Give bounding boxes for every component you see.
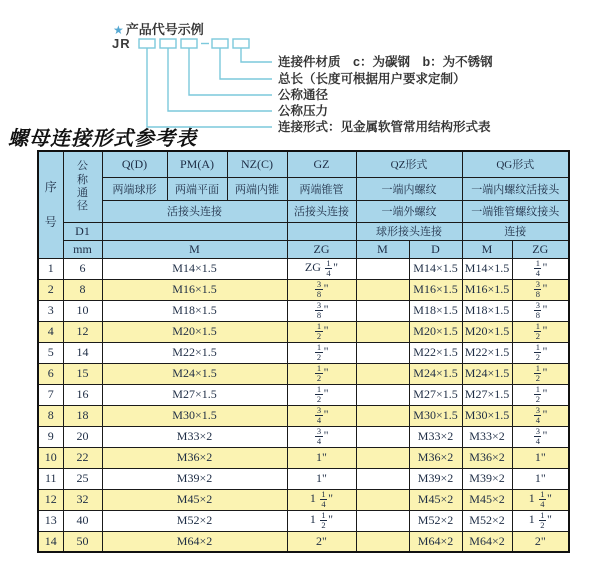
table-cell xyxy=(356,258,409,279)
label-length: 总长（长度可根据用户要求定制） xyxy=(278,72,466,86)
table-cell xyxy=(356,342,409,363)
table-cell: M39×2 xyxy=(102,468,287,489)
table-cell: $\frac{3}{4}$ " xyxy=(287,405,356,426)
header-desc-pma: 两端平面 xyxy=(167,177,227,200)
table-cell: M18×1.5 xyxy=(462,300,512,321)
fraction: $\frac{1}{2}$ xyxy=(321,510,326,530)
fraction: $\frac{1}{4}$ xyxy=(321,489,326,509)
fraction: $\frac{1}{2}$ xyxy=(535,363,540,383)
fraction: $\frac{3}{8}$ xyxy=(535,279,540,299)
table-cell: 5 xyxy=(38,342,63,363)
header-type-qz: QZ形式 xyxy=(356,151,462,177)
table-cell: M36×2 xyxy=(462,447,512,468)
table-cell: 14 xyxy=(38,531,63,552)
fraction: $\frac{1}{4}$ xyxy=(535,258,540,278)
fraction: $\frac{1}{4}$ xyxy=(540,489,545,509)
table-cell: M36×2 xyxy=(409,447,462,468)
fraction: $\frac{3}{8}$ xyxy=(316,300,322,320)
table-row xyxy=(38,384,569,405)
table-cell: ZG $\frac{1}{4}$ " xyxy=(287,258,356,279)
connector-line-5 xyxy=(241,48,272,62)
table-cell: M30×1.5 xyxy=(409,405,462,426)
header-d1: D1 xyxy=(63,222,102,240)
table-cell: M18×1.5 xyxy=(409,300,462,321)
table-cell: M52×2 xyxy=(409,510,462,531)
table-cell xyxy=(356,363,409,384)
table-cell: 50 xyxy=(63,531,102,552)
table-cell: 18 xyxy=(63,405,102,426)
fraction: $\frac{1}{2}$ xyxy=(535,342,540,362)
table-title: 螺母连接形式参考表 xyxy=(8,128,197,150)
table-row xyxy=(38,510,569,531)
code-box-5 xyxy=(233,39,249,48)
fraction: $\frac{1}{2}$ xyxy=(316,363,322,383)
table-cell: 1 $\frac{1}{4}$ " xyxy=(287,489,356,510)
table-cell: M24×1.5 xyxy=(462,363,512,384)
table-cell: $\frac{1}{2}$ " xyxy=(512,384,569,405)
table-cell: 1" xyxy=(287,447,356,468)
table-cell xyxy=(356,300,409,321)
table-cell: 40 xyxy=(63,510,102,531)
table-cell: 22 xyxy=(63,447,102,468)
table-cell: 2" xyxy=(512,531,569,552)
header-type-qg: QG形式 xyxy=(462,151,569,177)
table-cell: M14×1.5 xyxy=(409,258,462,279)
fraction: $\frac{3}{4}$ xyxy=(316,426,322,446)
table-cell: $\frac{1}{2}$ " xyxy=(287,384,356,405)
table-body xyxy=(38,258,569,552)
table-cell xyxy=(356,384,409,405)
header-qz-m: M xyxy=(356,240,409,258)
table-cell: $\frac{3}{4}$ " xyxy=(512,426,569,447)
connector-line-3 xyxy=(189,48,272,95)
table-row xyxy=(38,405,569,426)
table-cell: 9 xyxy=(38,426,63,447)
fraction: $\frac{3}{4}$ xyxy=(535,426,540,446)
table-cell: M24×1.5 xyxy=(409,363,462,384)
connector-line-4 xyxy=(220,48,272,79)
table-row xyxy=(38,363,569,384)
table-cell xyxy=(356,489,409,510)
code-box-2 xyxy=(160,39,176,48)
header-conn-union: 活接头连接 xyxy=(102,200,287,222)
header-thread-m: M xyxy=(102,240,287,258)
table-cell: 32 xyxy=(63,489,102,510)
table-row xyxy=(38,300,569,321)
table-cell: 11 xyxy=(38,468,63,489)
table-cell: M39×2 xyxy=(462,468,512,489)
table-cell xyxy=(356,447,409,468)
table-cell: M16×1.5 xyxy=(462,279,512,300)
table-row xyxy=(38,489,569,510)
table-cell: M64×2 xyxy=(102,531,287,552)
table-cell: 10 xyxy=(38,447,63,468)
table-cell: M24×1.5 xyxy=(102,363,287,384)
table-cell: 1" xyxy=(287,468,356,489)
code-box-4 xyxy=(212,39,228,48)
table-cell: M33×2 xyxy=(102,426,287,447)
table-cell: 1" xyxy=(512,447,569,468)
empty-cell xyxy=(287,222,356,240)
table-cell: $\frac{1}{2}$ " xyxy=(287,321,356,342)
header-bore: 公称通径 xyxy=(63,151,102,222)
table-cell: 1 $\frac{1}{2}$ " xyxy=(512,510,569,531)
table-cell: M14×1.5 xyxy=(462,258,512,279)
table-cell: 7 xyxy=(38,384,63,405)
table-cell: $\frac{1}{2}$ " xyxy=(287,342,356,363)
label-conn-form: 连接形式：见金属软管常用结构形式表 xyxy=(278,120,491,134)
table-cell: 6 xyxy=(38,363,63,384)
table-cell: 8 xyxy=(38,405,63,426)
fraction: $\frac{3}{8}$ xyxy=(316,279,322,299)
table-cell: M14×1.5 xyxy=(102,258,287,279)
table-cell: M33×2 xyxy=(462,426,512,447)
table-cell xyxy=(356,279,409,300)
table-cell: 8 xyxy=(63,279,102,300)
header-conn-union-gz: 活接头连接 xyxy=(287,200,356,222)
table-cell xyxy=(356,531,409,552)
table-cell xyxy=(356,468,409,489)
table-cell: M18×1.5 xyxy=(102,300,287,321)
table-cell: $\frac{3}{8}$ " xyxy=(287,279,356,300)
fraction: $\frac{1}{2}$ xyxy=(535,384,540,404)
code-box-1 xyxy=(139,39,155,48)
table-row xyxy=(38,258,569,279)
table-cell: M64×2 xyxy=(462,531,512,552)
table-cell: $\frac{1}{2}$ " xyxy=(512,342,569,363)
table-cell: M20×1.5 xyxy=(462,321,512,342)
table-cell: M22×1.5 xyxy=(409,342,462,363)
table-cell: 14 xyxy=(63,342,102,363)
header-type-pma: PM(A) xyxy=(167,151,227,177)
table-cell: M45×2 xyxy=(102,489,287,510)
table-cell: 15 xyxy=(63,363,102,384)
diagram-heading-text: 产品代号示例 xyxy=(125,22,204,37)
table-row xyxy=(38,468,569,489)
table-cell: M52×2 xyxy=(462,510,512,531)
table-cell: 12 xyxy=(38,489,63,510)
table-cell: 3 xyxy=(38,300,63,321)
fraction: $\frac{1}{2}$ xyxy=(316,321,322,341)
header-type-gz: GZ xyxy=(287,151,356,177)
fraction: $\frac{3}{4}$ xyxy=(535,405,540,425)
table-cell: 1 xyxy=(38,258,63,279)
table-cell: M45×2 xyxy=(409,489,462,510)
table-cell: $\frac{1}{2}$ " xyxy=(512,321,569,342)
table-cell xyxy=(356,321,409,342)
table-row xyxy=(38,321,569,342)
table-cell: 20 xyxy=(63,426,102,447)
table-cell: $\frac{3}{4}$ " xyxy=(512,405,569,426)
header-conn-qg: 一端锥管螺纹接头 xyxy=(462,200,569,222)
header-type-qd: Q(D) xyxy=(102,151,167,177)
header-thread-zg: ZG xyxy=(287,240,356,258)
table-cell xyxy=(356,510,409,531)
fraction: $\frac{1}{4}$ xyxy=(326,258,331,278)
table-cell: M27×1.5 xyxy=(409,384,462,405)
header-qg-zg: ZG xyxy=(512,240,569,258)
table-cell: 4 xyxy=(38,321,63,342)
connector-line-1 xyxy=(147,48,272,127)
header-desc-gz: 两端锥管 xyxy=(287,177,356,200)
header-unit-mm: mm xyxy=(63,240,102,258)
label-material: 连接件材质 c：为碳钢 b：为不锈钢 xyxy=(278,55,493,69)
table-cell: M16×1.5 xyxy=(409,279,462,300)
reference-table xyxy=(37,150,570,553)
table-cell: $\frac{3}{8}$ " xyxy=(512,300,569,321)
fraction: $\frac{1}{2}$ xyxy=(316,384,322,404)
table-cell: M20×1.5 xyxy=(409,321,462,342)
fraction: $\frac{1}{2}$ xyxy=(540,510,545,530)
table-cell: M36×2 xyxy=(102,447,287,468)
table-cell: 16 xyxy=(63,384,102,405)
table-cell: 2" xyxy=(287,531,356,552)
header-desc-qg: 一端内螺纹活接头 xyxy=(462,177,569,200)
header-ball-joint: 球形接头连接 xyxy=(356,222,462,240)
table-row xyxy=(38,342,569,363)
table-cell: M39×2 xyxy=(409,468,462,489)
header-seq: 序号 xyxy=(38,151,63,258)
product-code-prefix: JR xyxy=(112,36,131,51)
table-cell: 10 xyxy=(63,300,102,321)
header-qg-m: M xyxy=(462,240,512,258)
table-cell xyxy=(356,426,409,447)
table-row xyxy=(38,279,569,300)
table-cell: 1 $\frac{1}{2}$ " xyxy=(287,510,356,531)
empty-cell xyxy=(102,222,287,240)
table-cell: M30×1.5 xyxy=(462,405,512,426)
table-cell: 13 xyxy=(38,510,63,531)
table-row xyxy=(38,426,569,447)
label-bore: 公称通径 xyxy=(278,88,329,102)
fraction: $\frac{3}{4}$ xyxy=(316,405,322,425)
table-cell: M22×1.5 xyxy=(462,342,512,363)
table-cell: M52×2 xyxy=(102,510,287,531)
table-cell: $\frac{3}{8}$ " xyxy=(512,279,569,300)
table-cell: M30×1.5 xyxy=(102,405,287,426)
header-desc-qz: 一端内螺纹 xyxy=(356,177,462,200)
table-cell: $\frac{3}{4}$ " xyxy=(287,426,356,447)
header-type-nzc: NZ(C) xyxy=(227,151,287,177)
header-conn-qz: 一端外螺纹 xyxy=(356,200,462,222)
table-row xyxy=(38,531,569,552)
header-qz-d: D xyxy=(409,240,462,258)
fraction: $\frac{1}{2}$ xyxy=(535,321,540,341)
table-cell: M45×2 xyxy=(462,489,512,510)
header-desc-qd: 两端球形 xyxy=(102,177,167,200)
table-cell: M20×1.5 xyxy=(102,321,287,342)
table-cell: M33×2 xyxy=(409,426,462,447)
table-cell: 12 xyxy=(63,321,102,342)
label-pressure: 公称压力 xyxy=(278,104,329,118)
table-cell: M27×1.5 xyxy=(102,384,287,405)
star-icon: ★ xyxy=(113,23,124,37)
table-cell: M27×1.5 xyxy=(462,384,512,405)
header-connection: 连接 xyxy=(462,222,569,240)
header-desc-nzc: 两端内锥 xyxy=(227,177,287,200)
code-box-3 xyxy=(181,39,197,48)
table-cell: M16×1.5 xyxy=(102,279,287,300)
table-cell xyxy=(356,405,409,426)
table-cell: M64×2 xyxy=(409,531,462,552)
table-cell: 6 xyxy=(63,258,102,279)
table-cell: M22×1.5 xyxy=(102,342,287,363)
table-cell: $\frac{1}{2}$ " xyxy=(512,363,569,384)
fraction: $\frac{1}{2}$ xyxy=(316,342,322,362)
table-cell: 1" xyxy=(512,468,569,489)
table-cell: $\frac{1}{4}$ " xyxy=(512,258,569,279)
table-cell: $\frac{3}{8}$ " xyxy=(287,300,356,321)
fraction: $\frac{3}{8}$ xyxy=(535,300,540,320)
table-cell: 1 $\frac{1}{4}$ " xyxy=(512,489,569,510)
table-cell: $\frac{1}{2}$ " xyxy=(287,363,356,384)
table-row xyxy=(38,447,569,468)
table-cell: 2 xyxy=(38,279,63,300)
table-cell: 25 xyxy=(63,468,102,489)
